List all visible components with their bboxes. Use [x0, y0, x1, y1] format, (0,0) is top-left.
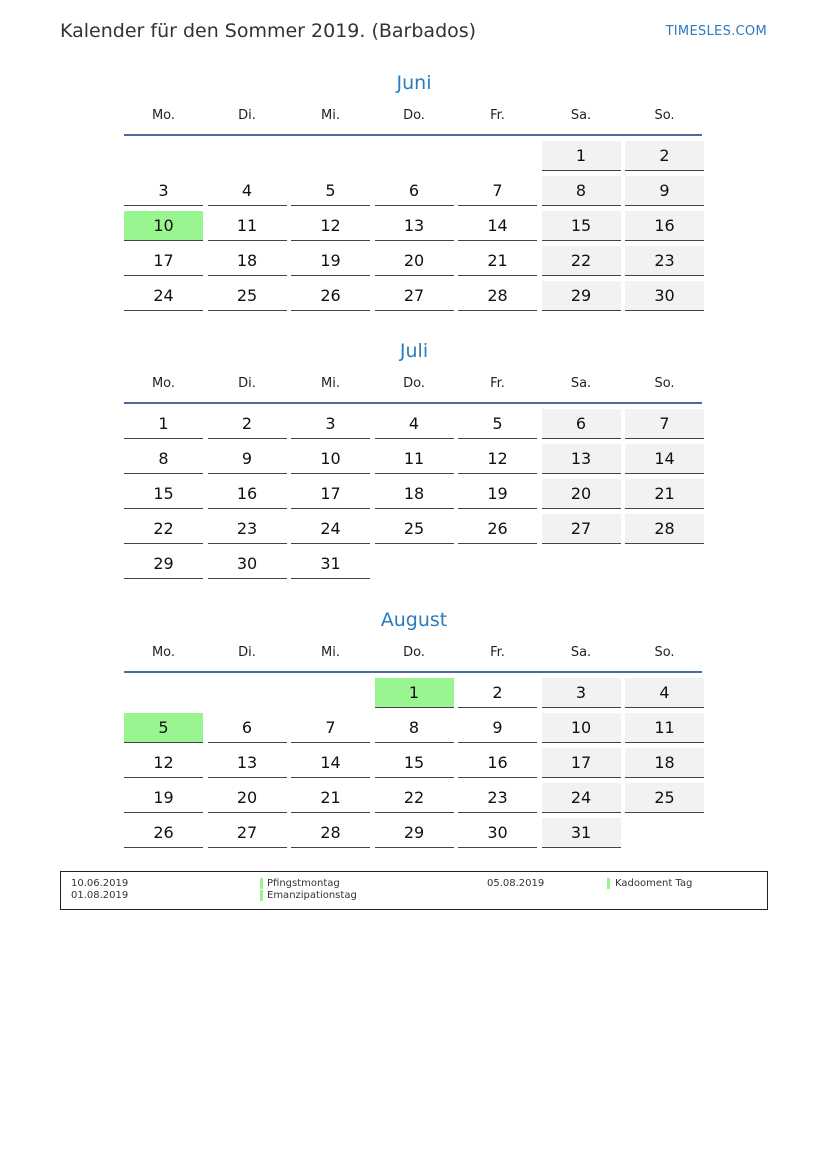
weekday-label: Mo.	[151, 645, 176, 660]
day-cell: 2	[625, 141, 704, 171]
day-cell: 10	[291, 444, 370, 474]
day-cell: 29	[542, 281, 621, 311]
day-cell: 26	[458, 514, 537, 544]
legend-date: 05.08.2019	[487, 878, 545, 889]
day-cell: 20	[208, 783, 287, 813]
day-cell: 25	[625, 783, 704, 813]
day-cell: 18	[625, 748, 704, 778]
day-cell: 11	[208, 211, 287, 241]
day-cell: 31	[291, 549, 370, 579]
day-grid	[124, 678, 704, 848]
day-cell: 6	[208, 713, 287, 743]
day-cell: 15	[375, 748, 454, 778]
weekday-label: Fr.	[490, 108, 505, 123]
day-cell: 30	[458, 818, 537, 848]
weekday-label: Mi.	[321, 376, 340, 391]
day-cell: 10	[542, 713, 621, 743]
day-cell: 11	[375, 444, 454, 474]
empty-cell	[124, 141, 203, 170]
weekday-label: Di.	[238, 645, 256, 660]
day-cell: 20	[375, 246, 454, 276]
weekday-label: So.	[654, 108, 675, 123]
weekday-label: Do.	[403, 645, 425, 660]
day-cell: 28	[291, 818, 370, 848]
day-cell: 31	[542, 818, 621, 848]
day-cell: 25	[208, 281, 287, 311]
header-rule	[124, 134, 702, 136]
holiday-legend	[60, 871, 768, 910]
holiday-marker	[260, 890, 263, 901]
day-cell: 26	[124, 818, 203, 848]
brand-link[interactable]: TIMESLES.COM	[665, 24, 767, 39]
empty-cell	[291, 678, 370, 707]
day-cell: 7	[625, 409, 704, 439]
day-cell: 8	[375, 713, 454, 743]
day-cell: 1	[124, 409, 203, 439]
month-block	[124, 70, 704, 311]
day-cell: 12	[291, 211, 370, 241]
day-cell: 19	[124, 783, 203, 813]
day-cell: 2	[458, 678, 537, 708]
day-cell: 4	[625, 678, 704, 708]
day-cell: 9	[208, 444, 287, 474]
empty-cell	[208, 678, 287, 707]
day-cell: 17	[291, 479, 370, 509]
day-cell: 7	[291, 713, 370, 743]
empty-cell	[291, 141, 370, 170]
weekday-label: So.	[654, 645, 675, 660]
day-cell: 19	[458, 479, 537, 509]
empty-cell	[458, 141, 537, 170]
day-cell: 3	[542, 678, 621, 708]
day-cell: 27	[375, 281, 454, 311]
day-cell: 22	[542, 246, 621, 276]
day-cell: 13	[208, 748, 287, 778]
day-cell: 23	[208, 514, 287, 544]
day-cell: 2	[208, 409, 287, 439]
weekday-label: Sa.	[570, 645, 592, 660]
day-cell: 26	[291, 281, 370, 311]
weekday-label: Do.	[403, 376, 425, 391]
header-rule	[124, 402, 702, 404]
holiday-day-cell: 10	[124, 211, 203, 241]
day-cell: 29	[375, 818, 454, 848]
day-cell: 6	[375, 176, 454, 206]
day-cell: 24	[542, 783, 621, 813]
day-cell: 17	[542, 748, 621, 778]
weekday-label: Sa.	[570, 376, 592, 391]
day-cell: 19	[291, 246, 370, 276]
empty-cell	[375, 141, 454, 170]
day-cell: 9	[458, 713, 537, 743]
day-cell: 1	[542, 141, 621, 171]
day-cell: 16	[208, 479, 287, 509]
page-title: Kalender für den Sommer 2019. (Barbados)	[60, 20, 477, 42]
day-cell: 28	[625, 514, 704, 544]
weekday-label: Di.	[238, 108, 256, 123]
month-name: August	[380, 609, 448, 631]
day-cell: 8	[124, 444, 203, 474]
weekday-label: Fr.	[490, 376, 505, 391]
holiday-day-cell: 5	[124, 713, 203, 743]
weekday-label: Mi.	[321, 108, 340, 123]
weekday-label: Fr.	[490, 645, 505, 660]
day-cell: 27	[542, 514, 621, 544]
day-cell: 3	[291, 409, 370, 439]
weekday-label: Mi.	[321, 645, 340, 660]
day-cell: 24	[124, 281, 203, 311]
empty-cell	[124, 678, 203, 707]
legend-name: Pfingstmontag	[267, 878, 340, 889]
day-cell: 30	[625, 281, 704, 311]
day-cell: 13	[542, 444, 621, 474]
day-cell: 29	[124, 549, 203, 579]
day-cell: 20	[542, 479, 621, 509]
day-cell: 14	[291, 748, 370, 778]
day-cell: 15	[542, 211, 621, 241]
day-cell: 23	[625, 246, 704, 276]
weekday-label: Sa.	[570, 108, 592, 123]
legend-name: Emanzipationstag	[267, 890, 357, 901]
day-cell: 25	[375, 514, 454, 544]
day-cell: 5	[291, 176, 370, 206]
day-cell: 12	[124, 748, 203, 778]
month-block	[124, 607, 704, 848]
day-cell: 21	[458, 246, 537, 276]
day-cell: 7	[458, 176, 537, 206]
day-cell: 14	[458, 211, 537, 241]
day-cell: 13	[375, 211, 454, 241]
day-cell: 18	[208, 246, 287, 276]
day-cell: 30	[208, 549, 287, 579]
weekday-header	[124, 106, 704, 126]
month-block	[124, 338, 704, 579]
day-cell: 9	[625, 176, 704, 206]
day-cell: 28	[458, 281, 537, 311]
holiday-marker	[260, 878, 263, 889]
weekday-label: Mo.	[151, 376, 176, 391]
legend-name: Kadooment Tag	[615, 878, 693, 889]
holiday-day-cell: 1	[375, 678, 454, 708]
legend-date: 01.08.2019	[71, 890, 129, 901]
day-cell: 11	[625, 713, 704, 743]
day-cell: 24	[291, 514, 370, 544]
day-cell: 17	[124, 246, 203, 276]
empty-cell	[208, 141, 287, 170]
day-grid	[124, 409, 704, 579]
day-cell: 12	[458, 444, 537, 474]
day-cell: 6	[542, 409, 621, 439]
weekday-label: Mo.	[151, 108, 176, 123]
day-cell: 23	[458, 783, 537, 813]
weekday-label: Di.	[238, 376, 256, 391]
day-cell: 18	[375, 479, 454, 509]
day-grid	[124, 141, 704, 311]
holiday-marker	[607, 878, 610, 889]
day-cell: 15	[124, 479, 203, 509]
day-cell: 21	[625, 479, 704, 509]
day-cell: 4	[208, 176, 287, 206]
day-cell: 22	[375, 783, 454, 813]
month-name: Juli	[399, 340, 429, 362]
weekday-label: Do.	[403, 108, 425, 123]
weekday-header	[124, 374, 704, 394]
day-cell: 22	[124, 514, 203, 544]
day-cell: 16	[625, 211, 704, 241]
day-cell: 27	[208, 818, 287, 848]
day-cell: 21	[291, 783, 370, 813]
day-cell: 5	[458, 409, 537, 439]
month-name: Juni	[396, 72, 432, 94]
day-cell: 16	[458, 748, 537, 778]
day-cell: 3	[124, 176, 203, 206]
day-cell: 8	[542, 176, 621, 206]
header-rule	[124, 671, 702, 673]
day-cell: 4	[375, 409, 454, 439]
day-cell: 14	[625, 444, 704, 474]
weekday-header	[124, 643, 704, 663]
weekday-label: So.	[654, 376, 675, 391]
legend-date: 10.06.2019	[71, 878, 129, 889]
